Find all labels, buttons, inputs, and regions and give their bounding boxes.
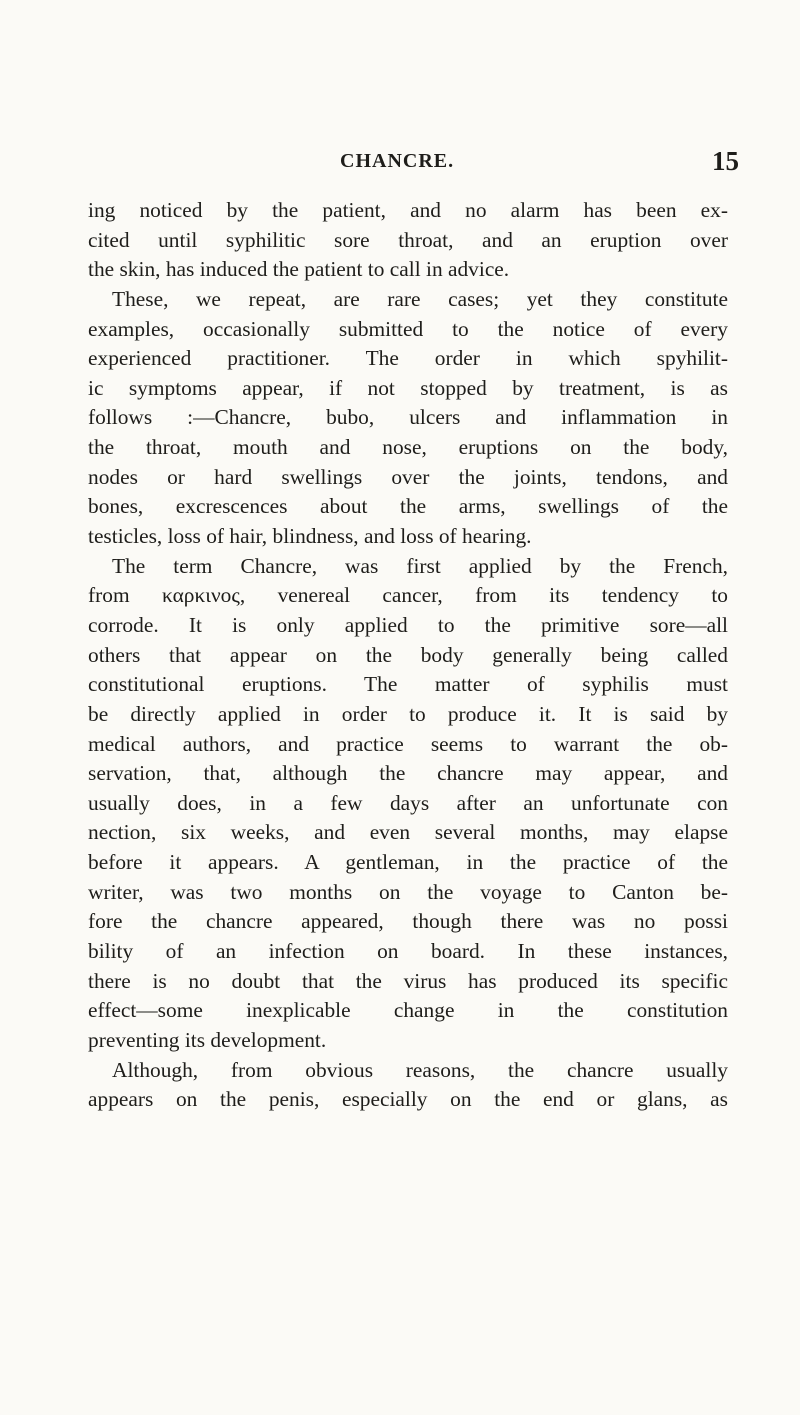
text-line: there is no doubt that the virus has produced its specific	[88, 968, 728, 993]
text-line: the skin, has induced the patient to call in advice.	[88, 257, 510, 282]
text-line: bility of an infection on board. In these instances,	[88, 939, 728, 964]
text-line: effect—some inexplicable change in the constitution	[88, 998, 728, 1023]
text-line: bones, excrescences about the arms, swellings of the	[88, 494, 728, 519]
text-line: others that appear on the body generally being called	[88, 642, 728, 667]
text-line: the throat, mouth and nose, eruptions on the body,	[88, 435, 728, 460]
text-line: ic symptoms appear, if not stopped by treatment, is as	[88, 375, 728, 400]
text-line: be directly applied in order to produce it. It is said by	[88, 701, 728, 726]
paragraph-start-line: The term Chancre, was first applied by the French,	[112, 553, 728, 578]
text-line: from καρκινος, venereal cancer, from its tendency to	[88, 583, 728, 608]
text-line: writer, was two months on the voyage to Canton be-	[88, 879, 728, 904]
text-line: preventing its development.	[88, 1027, 327, 1052]
text-line: ing noticed by the patient, and no alarm has been ex-	[88, 198, 728, 222]
page-number: 15	[712, 146, 739, 176]
paragraph-start-line: These, we repeat, are rare cases; yet they constitute	[112, 286, 728, 311]
text-line: before it appears. A gentleman, in the practice of the	[88, 850, 728, 875]
text-line: nodes or hard swellings over the joints, tendons, and	[88, 464, 728, 489]
body-text	[88, 196, 728, 1115]
text-line: follows :—Chancre, bubo, ulcers and inflammation in	[88, 405, 728, 430]
text-line: servation, that, although the chancre may appear, and	[88, 761, 728, 786]
text-line: usually does, in a few days after an unfortunate con	[88, 790, 728, 815]
text-line: testicles, loss of hair, blindness, and loss of hearing.	[88, 524, 532, 549]
text-line: appears on the penis, especially on the end or glans, as	[88, 1087, 728, 1112]
text-line: experienced practitioner. The order in which spyhilit-	[88, 346, 728, 371]
text-line: examples, occasionally submitted to the notice of every	[88, 316, 728, 341]
text-line: corrode. It is only applied to the primitive sore—all	[88, 612, 728, 637]
text-line: medical authors, and practice seems to warrant the ob-	[88, 731, 728, 756]
running-head	[0, 146, 800, 182]
text-line: nection, six weeks, and even several months, may elapse	[88, 820, 728, 845]
text-line: fore the chancre appeared, though there was no possi	[88, 909, 728, 934]
text-line: cited until syphilitic sore throat, and an eruption over	[88, 227, 728, 252]
paragraph-start-line: Although, from obvious reasons, the chancre usually	[112, 1057, 728, 1082]
running-title: CHANCRE.	[340, 150, 455, 172]
text-line: constitutional eruptions. The matter of syphilis must	[88, 672, 728, 697]
